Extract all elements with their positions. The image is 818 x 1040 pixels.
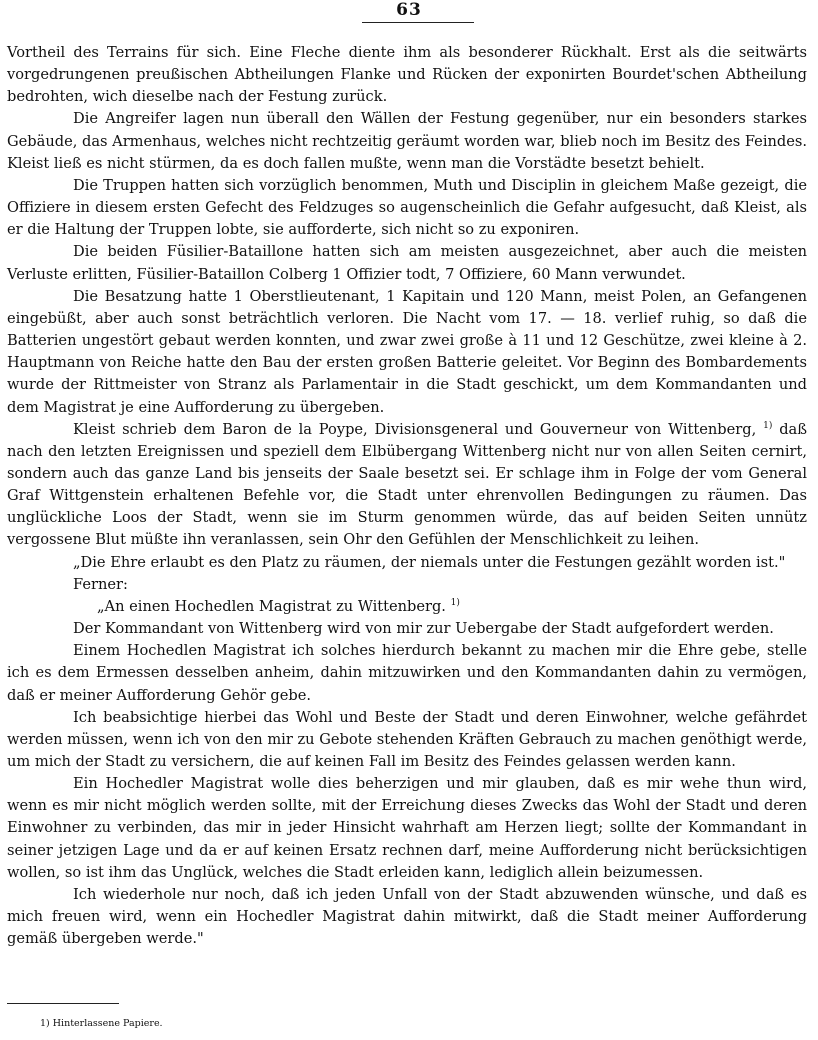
paragraph-3: Die Truppen hatten sich vorzüglich benommen, Muth und Disciplin in gleichem Maße gezeigt, die Offiziere in diesem ersten Gefecht des Feldzuges so augenscheinlich die Gefahr aufgesucht, daß Kleist, als er die Haltung der Truppen lobte, sie aufforderte, sich nicht so zu exponiren. [7, 176, 807, 239]
ferner-label: Ferner: [73, 575, 128, 593]
page-number: 63 [396, 0, 422, 20]
quote-honor: „Die Ehre erlaubt es den Platz zu räumen, der niemals unter die Festungen gezählt worden ist." [73, 553, 786, 571]
footnote: 1) Hinterlassene Papiere. [40, 1018, 163, 1029]
paragraph-2: Die Angreifer lagen nun überall den Wällen der Festung gegenüber, nur ein besonders starkes Gebäude, das Armenhaus, welches nicht rechtzeitig geräumt worden war, blieb noch im Besitz des Feindes. Kleist ließ es nicht stürmen, da es doch fallen mußte, wenn man die Vorstädte besetzt behielt. [7, 110, 807, 172]
letter-paragraph-2: Einem Hochedlen Magistrat ich solches hierdurch bekannt zu machen mir die Ehre gebe, stelle ich es dem Ermessen desselben anheim, dahin mitzuwirken und den Kommandanten dahin zu vermögen, daß er meiner Aufforderung Gehör gebe. [7, 642, 807, 704]
letter-paragraph-1: Der Kommandant von Wittenberg wird von mir zur Uebergabe der Stadt aufgefordert werden. [73, 620, 774, 638]
letter-paragraph-4: Ein Hochedler Magistrat wolle dies beherzigen und mir glauben, daß es mir wehe thun wird, wenn es mir nicht möglich werden sollte, mit der Erreichung dieses Zwecks das Wohl der Stadt und deren Einwohner zu verbinden, das mir in jeder Hinsicht wahrhaft am Herzen liegt; sollte der Kommandant in seiner jetzigen Lage und da er auf keinen Ersatz rechnen darf, meine Aufforderung nicht berücksichtigen wollen, so ist ihm das Unglück, welches die Stadt erleiden kann, lediglich allein beizumessen. [7, 775, 807, 881]
paragraph-6-rest: daß nach den letzten Ereignissen und speziell dem Elbübergang Wittenberg nicht nur von allen Seiten cernirt, sondern auch das ganze Land bis jenseits der Saale besetzt sei. Er schlage ihm in Folge der vom General Graf Wittgenstein erhaltenen Befehle vor, die Stadt unter ehrenvollen Bedingungen zu räumen. Das unglückliche Loos der Stadt, wenn sie im Sturm genommen würde, das auf beiden Seiten unnütz vergossene Blut müßte ihn veranlassen, sein Ohr den Gefühlen der Menschlichkeit zu leihen. [7, 420, 807, 549]
paragraph-6-lead: Kleist schrieb dem Baron de la Poype, Divisionsgeneral und Gouverneur von Wittenberg, [73, 420, 757, 438]
paragraph-1: Vortheil des Terrains für sich. Eine Fleche diente ihm als besonderer Rückhalt. Erst als die seitwärts vorgedrungenen preußischen Abtheilungen Flanke und Rücken der exponirten Bourdet'schen Abtheilung bedrohten, wich dieselbe nach der Festung zurück. [7, 44, 807, 106]
letter-address-text: „An einen Hochedlen Magistrat zu Wittenberg. [97, 597, 446, 615]
paragraph-5: Die Besatzung hatte 1 Oberstlieutenant, 1 Kapitain und 120 Mann, meist Polen, an Gefangenen eingebüßt, aber auch sonst beträchtlich verloren. Die Nacht vom 17. — 18. verlief ruhig, so daß die Batterien ungestört gebaut werden konnten, und zwar zwei große à 11 und 12 Geschütze, zwei kleine à 2. Hauptmann von Reiche hatte den Bau der ersten großen Batterie geleitet. Vor Beginn des Bombardements wurde der Rittmeister von Stranz als Parlamentair in die Stadt geschickt, um dem Kommandanten und dem Magistrat je eine Aufforderung zu übergeben. [7, 287, 807, 416]
letter-paragraph-3: Ich beabsichtige hierbei das Wohl und Beste der Stadt und deren Einwohner, welche gefährdet werden müssen, wenn ich von den mir zu Gebote stehenden Kräften Gebrauch zu machen genöthigt werde, um mich der Stadt zu versichern, die auf keinen Fall im Besitz des Feindes gelassen werden kann. [7, 708, 807, 770]
body-text [7, 42, 807, 950]
letter-paragraph-5: Ich wiederhole nur noch, daß ich jeden Unfall von der Stadt abzuwenden wünsche, und daß es mich freuen wird, wenn ein Hochedler Magistrat dahin mitwirkt, daß die Stadt meiner Aufforderung gemäß übergeben werde." [7, 885, 807, 948]
footnote-mark-1: 1) [763, 420, 773, 431]
letter-address [7, 596, 807, 618]
footnote-rule [7, 1003, 119, 1004]
paragraph-6 [7, 419, 807, 552]
footnote-mark-2: 1) [450, 597, 460, 608]
paragraph-4: Die beiden Füsilier-Bataillone hatten sich am meisten ausgezeichnet, aber auch die meisten Verluste erlitten, Füsilier-Bataillon Colberg 1 Offizier todt, 7 Offiziere, 60 Mann verwundet. [7, 243, 807, 283]
header-rule [362, 22, 474, 23]
